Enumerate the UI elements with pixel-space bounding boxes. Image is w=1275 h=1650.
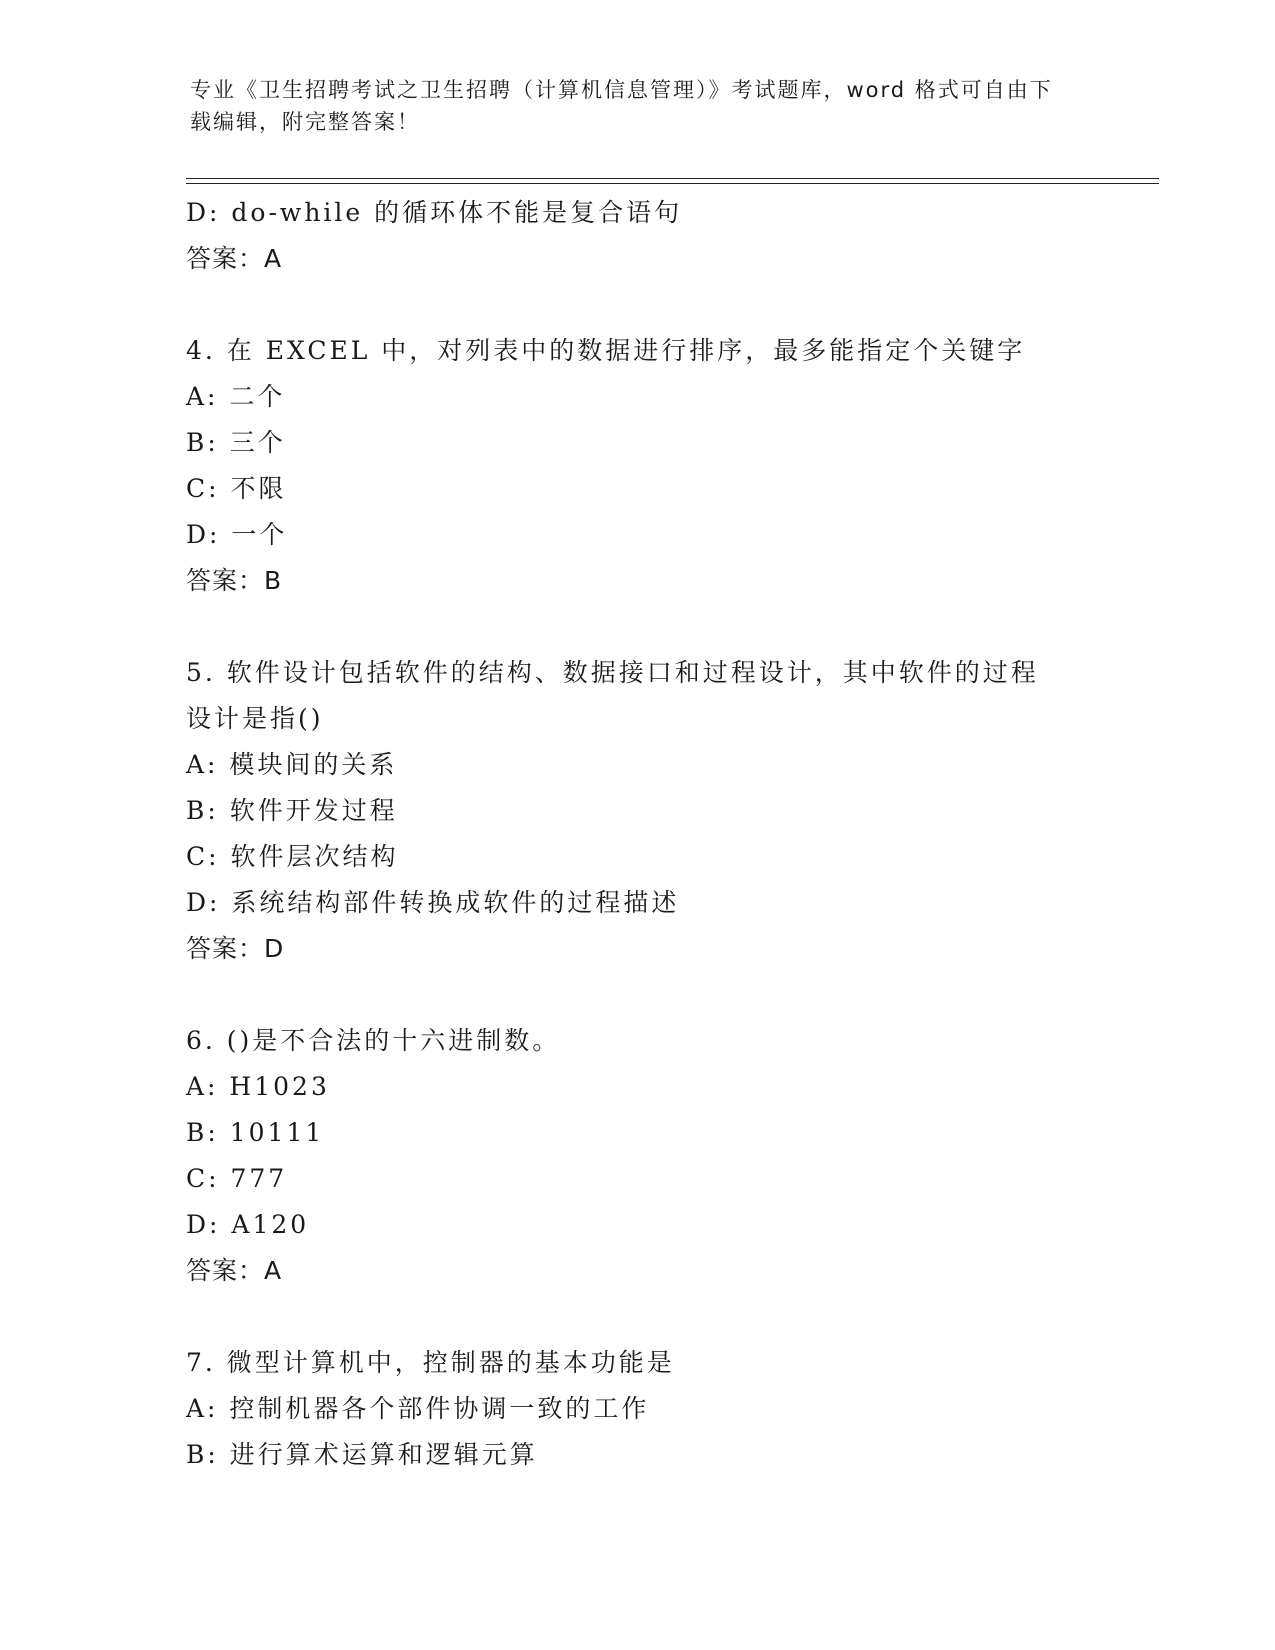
question-stem: 6. ()是不合法的十六进制数。: [186, 1026, 561, 1055]
option-c: C: 777: [186, 1164, 288, 1193]
question-7: [186, 1340, 1086, 1478]
question-stem: 7. 微型计算机中，控制器的基本功能是: [186, 1348, 675, 1377]
option-d: D: do-while 的循环体不能是复合语句: [186, 198, 683, 227]
option-a: A: 二个: [186, 382, 286, 411]
option-a: A: H1023: [186, 1072, 330, 1101]
question-stem: 5. 软件设计包括软件的结构、数据接口和过程设计，其中软件的过程设计是指(): [186, 658, 1039, 733]
question-5: [186, 650, 1086, 972]
document-header: 专业《卫生招聘考试之卫生招聘（计算机信息管理）》考试题库，word 格式可自由下载编辑，附完整答案！: [190, 78, 1053, 134]
option-c: C: 不限: [186, 474, 287, 503]
option-b: B: 软件开发过程: [186, 796, 398, 825]
option-d: D: 一个: [186, 520, 288, 549]
option-b: B: 10111: [186, 1118, 325, 1147]
answer-line: 答案：B: [186, 566, 283, 595]
question-4: [186, 328, 1086, 604]
question-6: [186, 1018, 1086, 1294]
question-list: [186, 190, 1086, 1478]
header-divider: [186, 178, 1159, 184]
option-b: B: 进行算术运算和逻辑元算: [186, 1440, 538, 1469]
option-d: D: 系统结构部件转换成软件的过程描述: [186, 888, 680, 917]
option-a: A: 模块间的关系: [186, 750, 398, 779]
question-3-tail: [186, 190, 1086, 282]
answer-line: 答案：A: [186, 1256, 283, 1285]
option-c: C: 软件层次结构: [186, 842, 399, 871]
option-b: B: 三个: [186, 428, 286, 457]
option-d: D: A120: [186, 1210, 310, 1239]
answer-line: 答案：D: [186, 934, 285, 963]
answer-line: 答案：A: [186, 244, 283, 273]
option-a: A: 控制机器各个部件协调一致的工作: [186, 1394, 650, 1423]
question-stem: 4. 在 EXCEL 中，对列表中的数据进行排序，最多能指定个关键字: [186, 336, 1026, 365]
